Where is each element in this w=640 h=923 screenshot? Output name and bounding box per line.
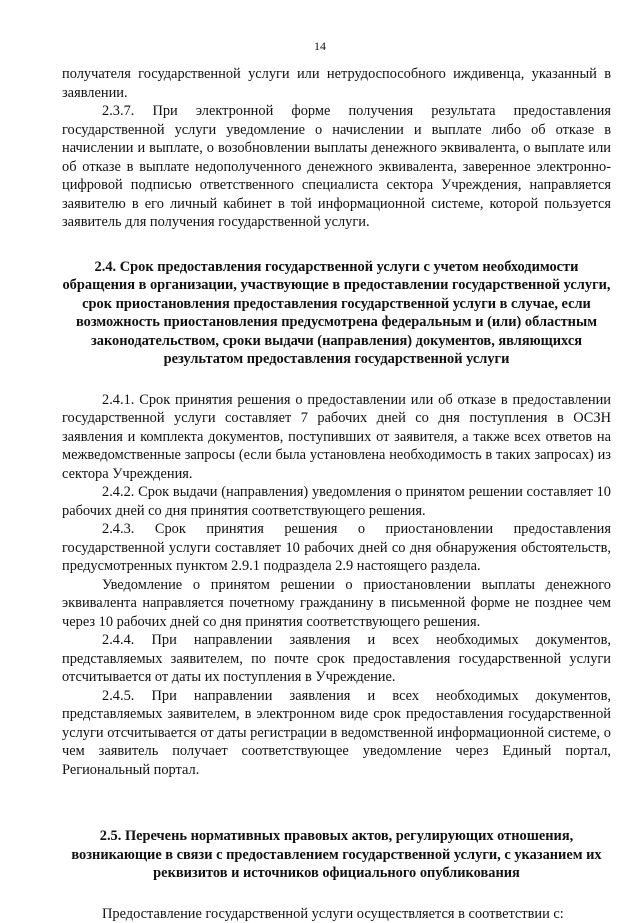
paragraph-2-5-intro: Предоставление государственной услуги осуществляется в соответствии с: — [62, 905, 611, 923]
spacer — [62, 883, 611, 905]
spacer — [62, 232, 611, 258]
spacer — [62, 779, 611, 827]
paragraph-continuation: получателя государственной услуги или нетрудоспособного иждивенца, указанный в заявлении. — [62, 65, 611, 102]
section-heading-2-4: 2.4. Срок предоставления государственной услуги с учетом необходимости обращения в организации, участвующие в предоставлении государственной услуги, срок приостановления предоставления государственной услуги в случае, если возможность приостановления предусмотрена федеральным и (или) областным законодательством, сроки выдачи (направления) документов, являющихся результатом предоставления государственной услуги — [62, 258, 611, 369]
paragraph-notice: Уведомление о принятом решении о приостановлении выплаты денежного эквивалента направляется почетному гражданину в письменной форме не позднее чем через 10 рабочих дней со дня принятия соответствующего решения. — [62, 576, 611, 632]
paragraph-2-4-2: 2.4.2. Срок выдачи (направления) уведомления о принятом решении составляет 10 рабочих дней со дня принятия соответствующего решения. — [62, 483, 611, 520]
page-content — [62, 65, 611, 923]
paragraph-2-4-3: 2.4.3. Срок принятия решения о приостановлении предоставления государственной услуги составляет 10 рабочих дней со дня обнаружения обстоятельств, предусмотренных пунктом 2.9.1 подраздела 2.9 настоящего раздела. — [62, 520, 611, 576]
spacer — [62, 369, 611, 391]
paragraph-2-4-1: 2.4.1. Срок принятия решения о предоставлении или об отказе в предоставлении государственной услуги составляет 7 рабочих дней со дня поступления в ОСЗН заявления и комплекта документов, поступивших от заявителя, а также всех ответов на межведомственные запросы (если была установлена необходимость в таких запросах) из сектора Учреждения. — [62, 391, 611, 484]
page-number: 14 — [0, 39, 640, 54]
paragraph-2-4-4: 2.4.4. При направлении заявления и всех необходимых документов, представляемых заявителем, по почте срок предоставления государственной услуги отсчитывается от даты их поступления в Учреждение. — [62, 631, 611, 687]
paragraph-2-4-5: 2.4.5. При направлении заявления и всех необходимых документов, представляемых заявителем, в электронном виде срок предоставления государственной услуги отсчитывается от даты регистрации в ведомственной информационной системе, о чем заявитель получает соответствующее уведомление через Единый портал, Региональный портал. — [62, 687, 611, 780]
paragraph-2-3-7: 2.3.7. При электронной форме получения результата предоставления государственной услуги уведомление о начислении и выплате либо об отказе в начислении и выплате, о возобновлении выплаты денежного эквивалента, о выплате или об отказе в выплате недополученного денежного эквивалента, заверенное электронно-цифровой подписью ответственного специалиста сектора Учреждения, направляется заявителю в его личный кабинет в той информационной системе, которой пользуется заявитель для получения государственной услуги. — [62, 102, 611, 232]
section-heading-2-5: 2.5. Перечень нормативных правовых актов, регулирующих отношения, возникающие в связи с предоставлением государственной услуги, с указанием их реквизитов и источников официального опубликования — [62, 827, 611, 883]
